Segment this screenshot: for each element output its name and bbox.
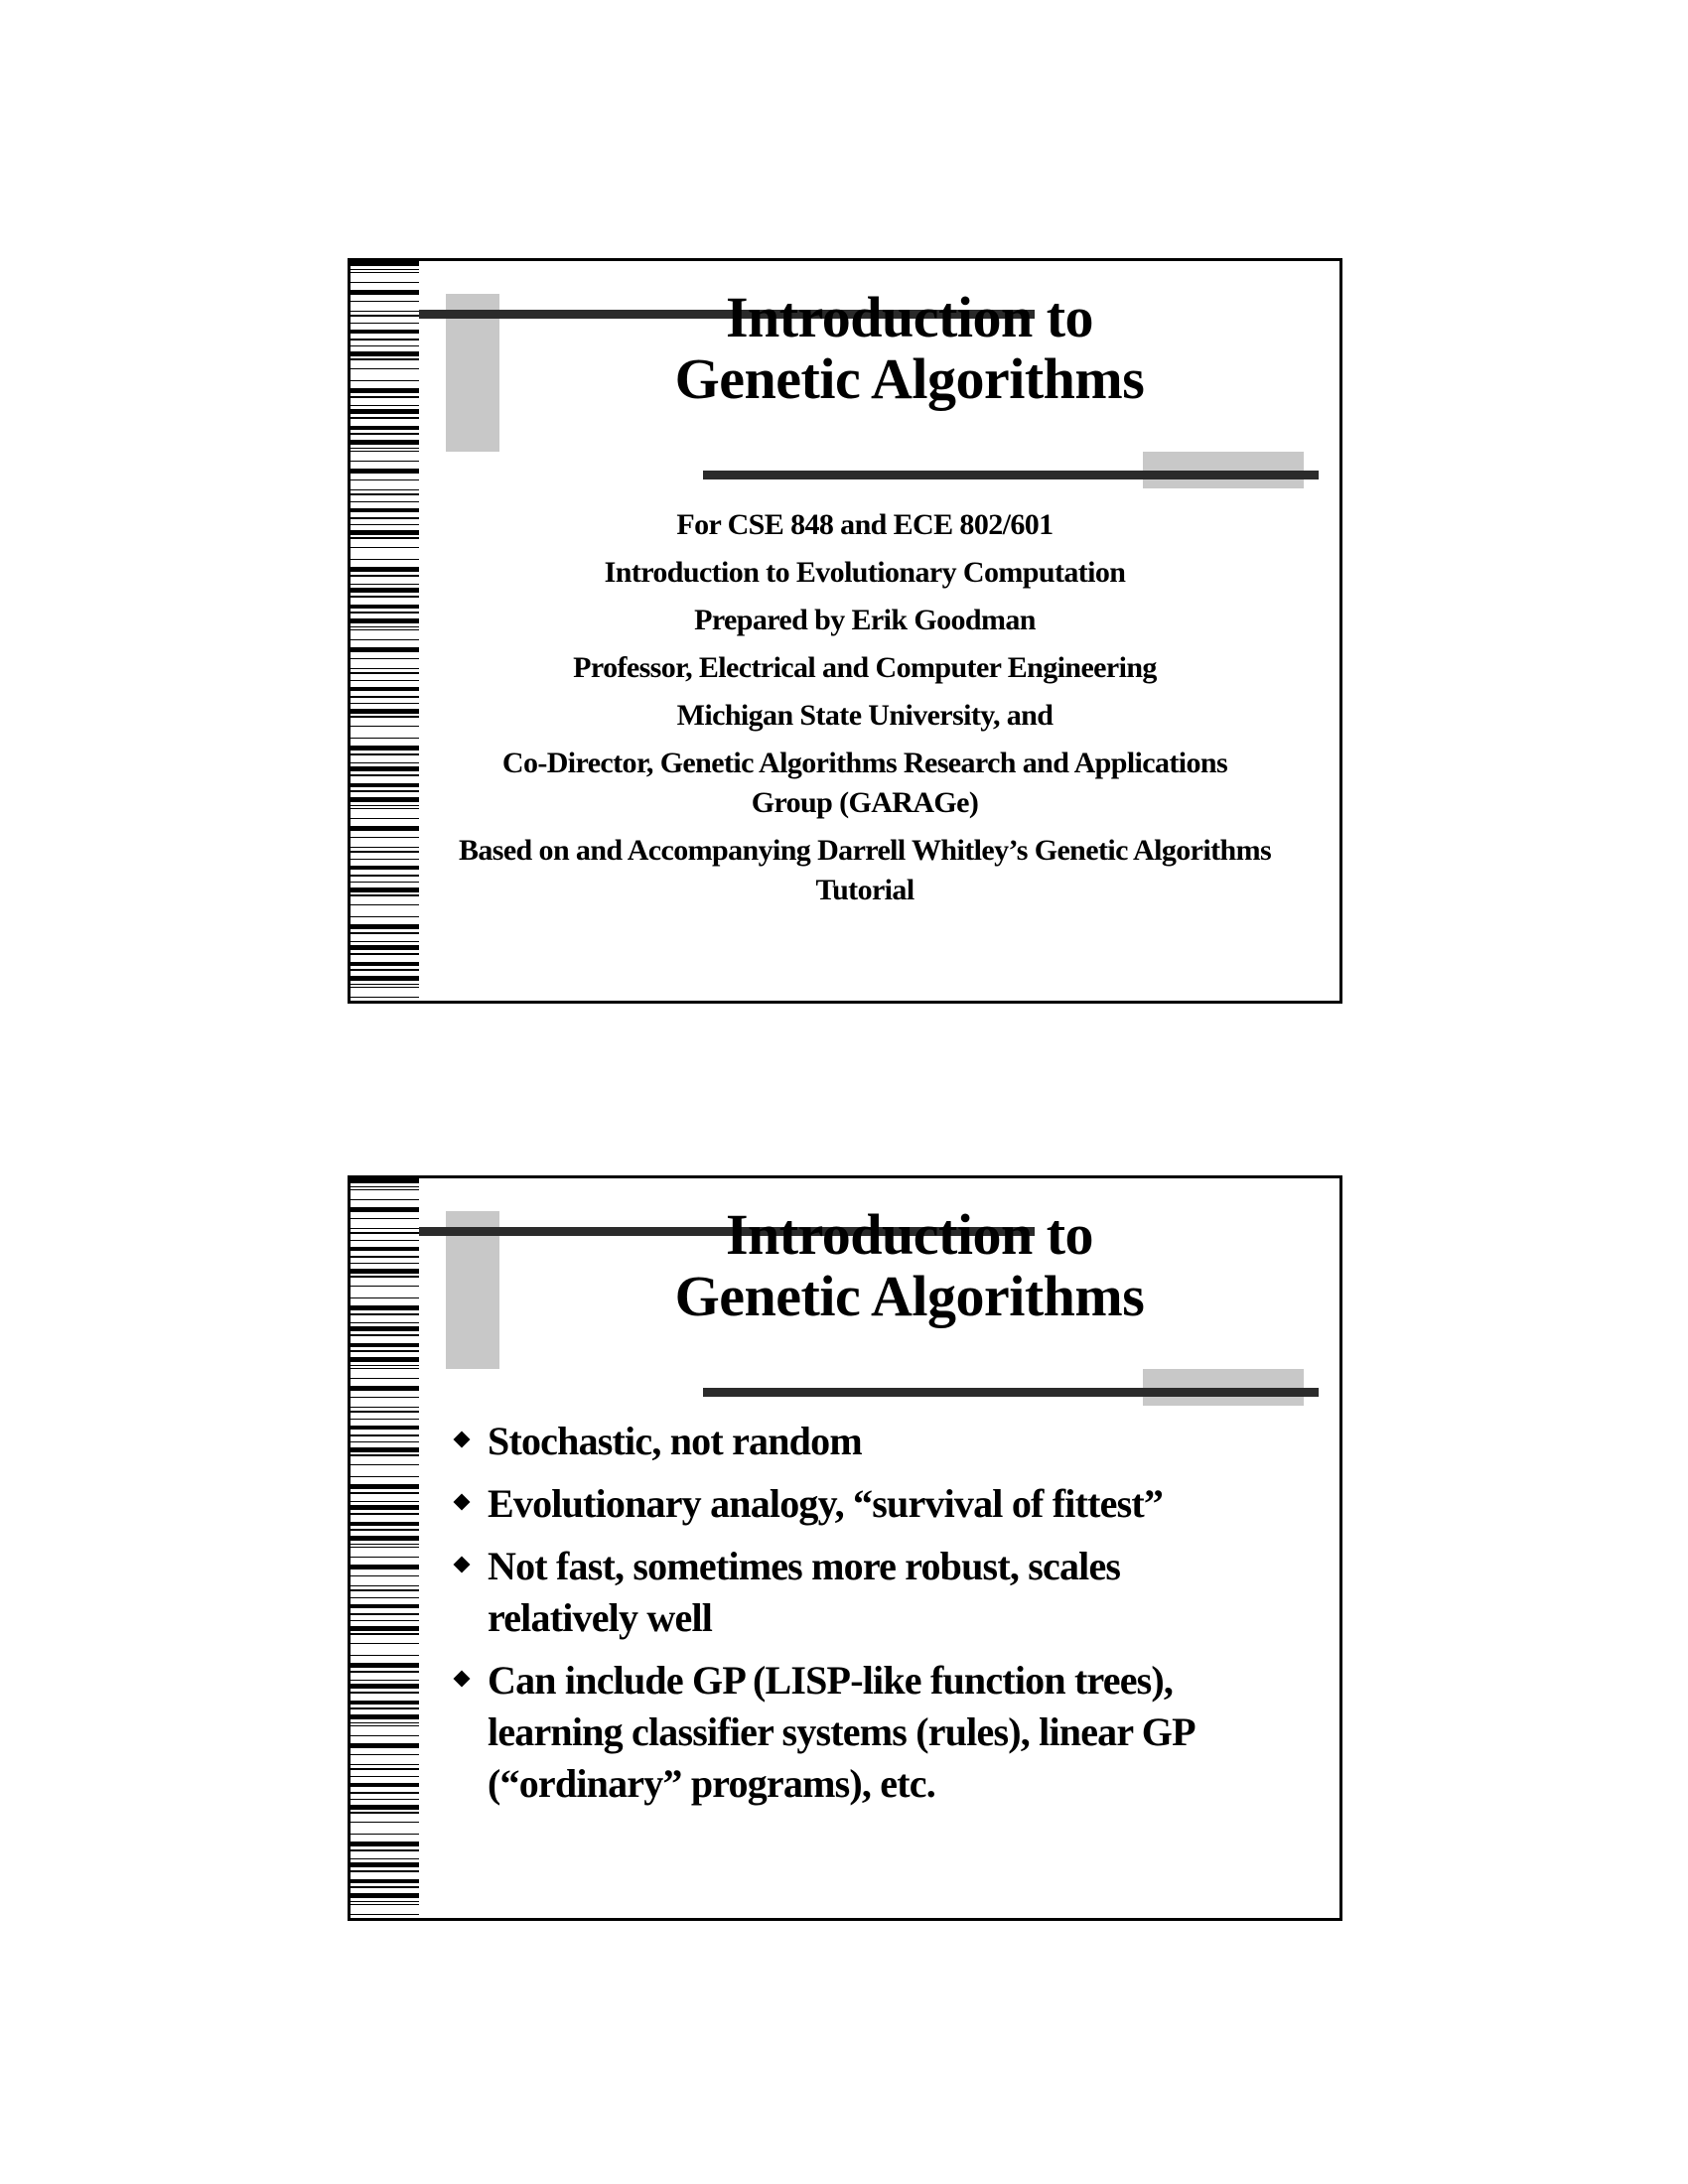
bullet-item: [450, 1655, 1324, 1810]
subtitle-block: [430, 505, 1300, 918]
bullet-item: [450, 1416, 1324, 1467]
slide-title-heading: [499, 1204, 1320, 1327]
author-line: Prepared by Erik Goodman: [694, 604, 1036, 636]
slide-title: [348, 258, 1342, 1004]
title-line-1: Introduction to: [725, 285, 1094, 349]
slide-overview: [348, 1175, 1342, 1921]
bullet-item: [450, 1541, 1324, 1644]
bullet-text: Evolutionary analogy, “survival of fittest”: [488, 1481, 1164, 1526]
slide-title-heading: [499, 287, 1320, 410]
dark-bar-bottom-decoration: [703, 471, 1319, 479]
dark-bar-bottom-decoration: [703, 1388, 1319, 1397]
course-title-line: Introduction to Evolutionary Computation: [604, 556, 1126, 589]
bullet-text: Can include GP (LISP-like function trees), learning classifier systems (rules), linear GP (“ordinary” programs), etc.: [488, 1658, 1194, 1806]
title-line-2: Genetic Algorithms: [674, 346, 1145, 411]
title-line-2: Genetic Algorithms: [674, 1264, 1145, 1328]
course-line: For CSE 848 and ECE 802/601: [676, 508, 1054, 541]
title-line-1: Introduction to: [725, 1202, 1094, 1267]
bullet-text: Not fast, sometimes more robust, scales relatively well: [488, 1544, 1121, 1640]
bullet-text: Stochastic, not random: [488, 1419, 862, 1463]
bullet-item: [450, 1478, 1324, 1530]
diamond-bullet-icon: [454, 1432, 471, 1448]
university-line: Michigan State University, and: [676, 699, 1054, 732]
codirector-line: Co-Director, Genetic Algorithms Research and Applications Group (GARAGe): [501, 747, 1228, 819]
diamond-bullet-icon: [454, 1671, 471, 1688]
barcode-stripe-decoration: [351, 1178, 419, 1918]
diamond-bullet-icon: [454, 1557, 471, 1573]
barcode-stripe-decoration: [351, 261, 419, 1001]
bullet-list: [450, 1416, 1324, 1821]
position-line: Professor, Electrical and Computer Engineering: [573, 651, 1157, 684]
diamond-bullet-icon: [454, 1494, 471, 1511]
based-on-line: Based on and Accompanying Darrell Whitley’s Genetic Algorithms Tutorial: [458, 834, 1272, 906]
